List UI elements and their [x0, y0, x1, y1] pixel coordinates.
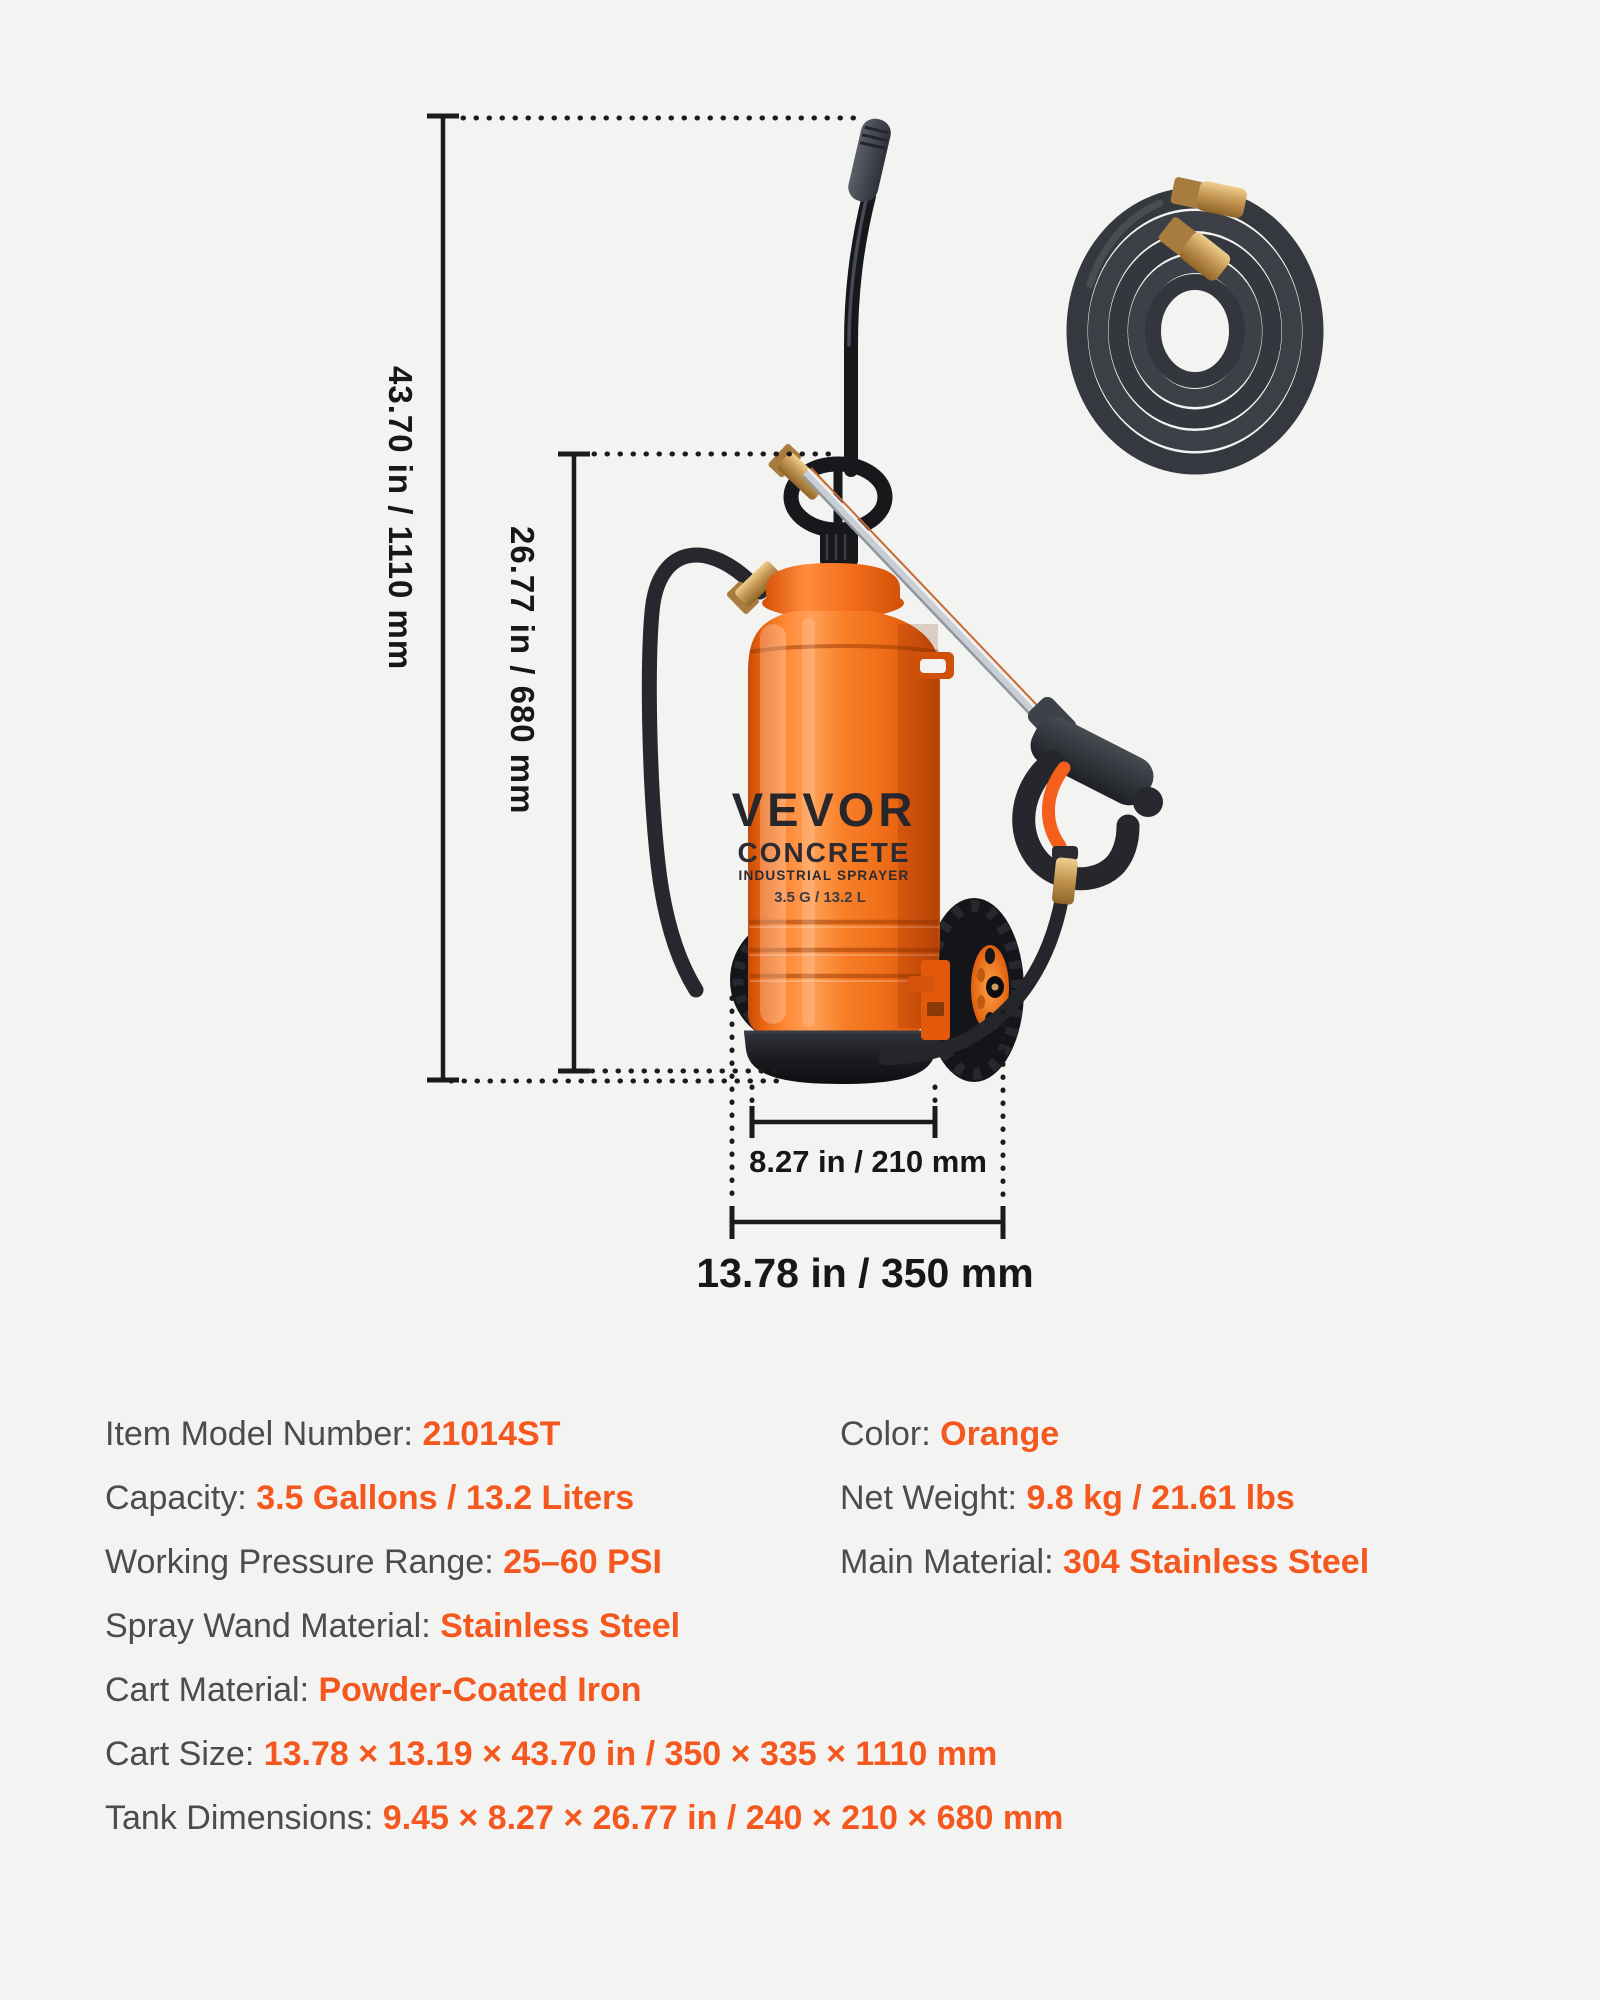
- tank-side-tab: [912, 652, 954, 679]
- tank-product-line2: INDUSTRIAL SPRAYER: [738, 868, 910, 883]
- spec-label: Cart Material:: [105, 1671, 319, 1709]
- spec-label: Main Material:: [840, 1543, 1063, 1581]
- spec-spray-wand-material: [105, 1594, 1305, 1658]
- spec-value: 304 Stainless Steel: [1062, 1543, 1370, 1581]
- spec-label: Capacity:: [105, 1479, 257, 1517]
- spec-value: 13.78 × 13.19 × 43.70 in / 350 × 335 × 1110 mm: [263, 1735, 998, 1773]
- tank-product-line1: CONCRETE: [737, 837, 911, 868]
- pump-handle: [767, 443, 885, 566]
- spec-value: 9.8 kg / 21.61 lbs: [1026, 1479, 1295, 1517]
- tank: [732, 563, 954, 1084]
- cart-handle: [845, 116, 893, 470]
- dimension-label-base-width: 8.27 in / 210 mm: [749, 1144, 987, 1179]
- spec-cart-size: [105, 1722, 1305, 1786]
- spec-cart-material: [105, 1658, 1305, 1722]
- spec-value: Powder-Coated Iron: [318, 1671, 642, 1709]
- spec-value: Orange: [940, 1415, 1060, 1453]
- dimension-label-cart-width: 13.78 in / 350 mm: [696, 1250, 1034, 1296]
- handle-grip: [845, 116, 893, 205]
- spec-list-right: [840, 1402, 1560, 1594]
- gun-trigger: [1048, 768, 1064, 846]
- dimension-label-overall-height: 43.70 in / 1110 mm: [382, 366, 419, 671]
- pump-hose: [649, 555, 760, 990]
- spec-color: [840, 1402, 1560, 1466]
- spec-value: 3.5 Gallons / 13.2 Liters: [256, 1479, 635, 1517]
- spec-value: Stainless Steel: [440, 1607, 681, 1645]
- spec-label: Net Weight:: [840, 1479, 1027, 1517]
- spec-main-material: [840, 1530, 1560, 1594]
- spec-label: Working Pressure Range:: [105, 1543, 504, 1581]
- spray-gun: [1024, 694, 1163, 905]
- spec-value: 25–60 PSI: [503, 1543, 662, 1581]
- tank-lid: [766, 563, 900, 618]
- spec-value: 9.45 × 8.27 × 26.77 in / 240 × 210 × 680 mm: [382, 1799, 1064, 1837]
- tank-brand-text: VEVOR: [731, 783, 917, 836]
- spec-net-weight: [840, 1466, 1560, 1530]
- spec-label: Item Model Number:: [105, 1415, 423, 1453]
- tank-capacity-marking: 3.5 G / 13.2 L: [774, 889, 866, 906]
- spec-label: Cart Size:: [105, 1735, 264, 1773]
- spec-label: Color:: [840, 1415, 941, 1453]
- spec-tank-dimensions: [105, 1786, 1305, 1850]
- spec-label: Spray Wand Material:: [105, 1607, 441, 1645]
- dimension-label-tank-height: 26.77 in / 680 mm: [504, 526, 541, 815]
- spec-label: Tank Dimensions:: [105, 1799, 383, 1837]
- spec-value: 21014ST: [422, 1415, 561, 1453]
